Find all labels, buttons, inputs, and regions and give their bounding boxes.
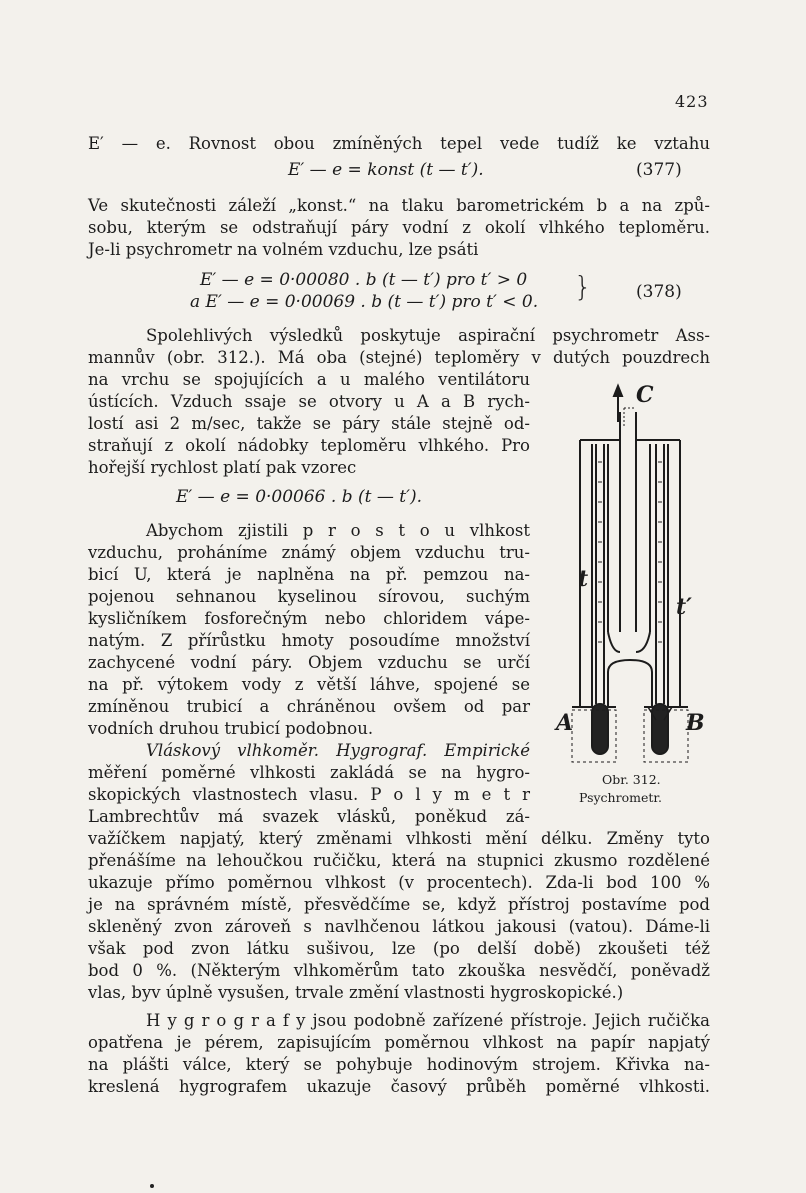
- figure-label-b: B: [686, 710, 705, 736]
- figure-label-a: A: [556, 710, 574, 736]
- text-line: zmíněnou trubicí a chráněnou ovšem od par: [88, 697, 530, 716]
- text-line: sobu, kterým se odstraňují páry vodní z okolí vlhkého teploměru.: [88, 218, 710, 237]
- section-heading-line: Vláskový vlhkoměr. Hygrograf. Empirické: [146, 741, 530, 760]
- text-line: H y g r o g r a f y jsou podobně zařízené přístroje. Jejich ručička: [146, 1011, 710, 1030]
- text-line: važíčkem napjatý, který změnami vlhkosti mění délku. Změny tyto: [88, 829, 710, 848]
- text-line: však pod zvon látku sušivou, lze (po delší době) zkoušeti též: [88, 939, 710, 958]
- text-line: bod 0 %. (Některým vlhkoměrům tato zkouška nesvědčí, poněvadž: [88, 961, 710, 980]
- figure-caption-number: Obr. 312.: [602, 772, 661, 787]
- text-line: ukazuje přímo poměrnou vlhkost (v procentech). Zda-li bod 100 %: [88, 873, 710, 892]
- text-line: E′ — e. Rovnost obou zmíněných tepel vede tudíž ke vztahu: [88, 134, 710, 153]
- text-line: skopických vlastnostech vlasu. P o l y m e t r: [88, 785, 530, 804]
- figure-label-c: C: [636, 382, 654, 408]
- text-line: mannův (obr. 312.). Má oba (stejné) teploměry v dutých pouzdrech: [88, 348, 710, 367]
- equation-377: E′ — e = konst (t — t′).: [288, 160, 484, 180]
- text-line: hořejší rychlost platí pak vzorec: [88, 458, 357, 477]
- text-line: je na správném místě, přesvědčíme se, když přístroj postavíme pod: [88, 895, 710, 914]
- text-line: natým. Z přírůstku hmoty posoudíme množství: [88, 631, 530, 650]
- text-line: přenášíme na lehoučkou ručičku, která na stupnici zkusmo rozdělené: [88, 851, 710, 870]
- figure-label-t: t: [578, 566, 589, 592]
- text-line: bicí U, která je naplněna na př. pemzou na-: [88, 565, 530, 584]
- text-line: straňují z okolí nádobky teploměru vlhkého. Pro: [88, 436, 530, 455]
- text-line: na vrchu se spojujících a u malého ventilátoru: [88, 370, 530, 389]
- text-line: Spolehlivých výsledků poskytuje aspirační psychrometr Ass-: [146, 326, 710, 345]
- equation-378-line-1: E′ — e = 0·00080 . b (t — t′) pro t′ > 0: [200, 270, 528, 290]
- text-line: ústících. Vzduch ssaje se otvory u A a B rych-: [88, 392, 530, 411]
- text-line: pojenou sehnanou kyselinou sírovou, suchým: [88, 587, 530, 606]
- text-line: zachycené vodní páry. Objem vzduchu se určí: [88, 653, 530, 672]
- text-line: Abychom zjistili p r o s t o u vlhkost: [146, 521, 530, 540]
- text-line: kysličníkem fosforečným nebo chloridem vápe-: [88, 609, 530, 628]
- equation-378-line-2: a E′ — e = 0·00069 . b (t — t′) pro t′ < 0.: [190, 292, 539, 312]
- text-line: opatřena je pérem, zapisujícím poměrnou vlhkost na papír napjatý: [88, 1033, 710, 1052]
- text-line: Ve skutečnosti záleží „konst.“ na tlaku barometrickém b a na způ-: [88, 196, 710, 215]
- figure-label-t-prime: t′: [676, 594, 692, 620]
- text-line: lostí asi 2 m/sec, takže se páry stále stejně od-: [88, 414, 530, 433]
- text-line: kreslená hygrografem ukazuje časový průběh poměrné vlhkosti.: [88, 1077, 710, 1096]
- text-line: vzduchu, proháníme známý objem vzduchu tru-: [88, 543, 530, 562]
- equation-formula: E′ — e = 0·00066 . b (t — t′).: [176, 487, 422, 507]
- page-mark: [150, 1184, 154, 1188]
- figure-caption-title: Psychrometr.: [579, 790, 662, 805]
- text-line: vlas, byv úplně vysušen, trvale změní vlastnosti hygroskopické.): [88, 983, 624, 1002]
- text-line: vodních druhou trubicí podobnou.: [88, 719, 374, 738]
- text-line: na plášti válce, který se pohybuje hodinovým strojem. Křivka na-: [88, 1055, 710, 1074]
- brace-icon: }: [574, 270, 592, 303]
- text-line: skleněný zvon zároveň s navlhčenou látkou jakousi (vatou). Dáme-li: [88, 917, 710, 936]
- text-line: na př. výtokem vody z větší láhve, spojené se: [88, 675, 530, 694]
- text-line: Je-li psychrometr na volném vzduchu, lze psáti: [88, 240, 479, 259]
- text-line: měření poměrné vlhkosti zakládá se na hygro-: [88, 763, 530, 782]
- text-line: Lambrechtův má svazek vlásků, poněkud zá-: [88, 807, 530, 826]
- equation-number-377: (377): [636, 160, 682, 180]
- equation-number-378: (378): [636, 282, 682, 302]
- page-number: 423: [675, 92, 709, 111]
